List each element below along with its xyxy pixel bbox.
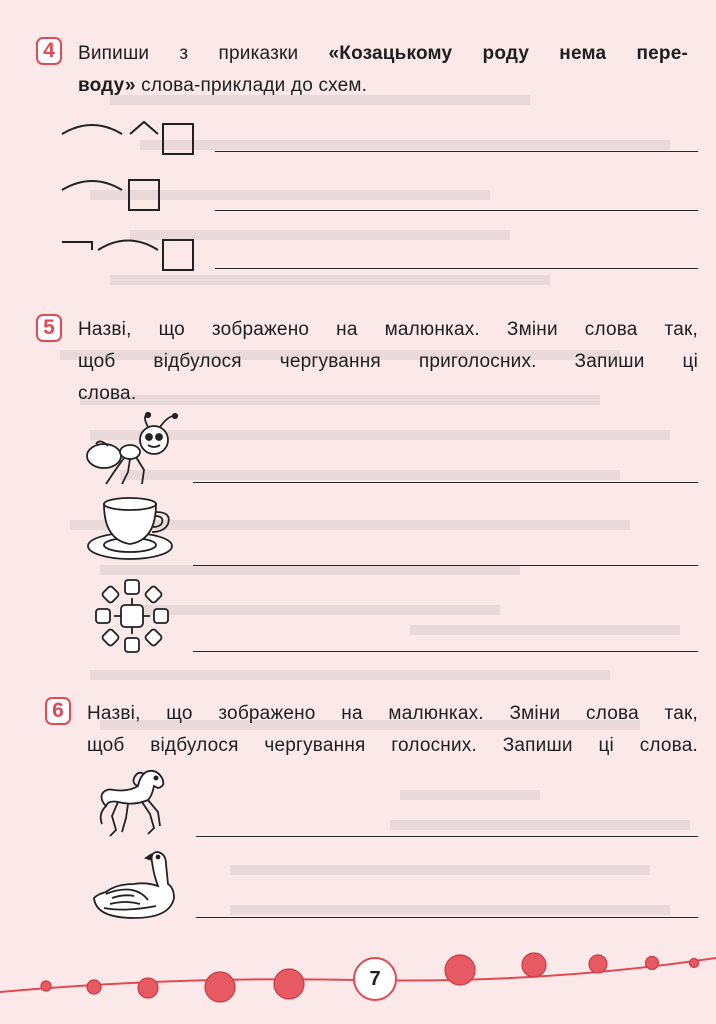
answer-line[interactable]	[215, 151, 698, 152]
answer-line[interactable]	[193, 482, 698, 483]
snowflake-icon	[92, 576, 172, 656]
task-4-line-1	[78, 38, 688, 70]
answer-line[interactable]	[215, 210, 698, 211]
task-5-line-2: щоб відбулося чергування приголосних. Запиши ці	[78, 351, 698, 372]
ant-icon	[82, 412, 184, 486]
task-number-badge	[45, 697, 71, 725]
task-number: 6	[52, 699, 64, 722]
answer-line[interactable]	[196, 917, 698, 918]
answer-line[interactable]	[215, 268, 698, 269]
task-number-badge	[36, 314, 62, 342]
task-4-instruction	[78, 38, 688, 102]
page-number	[353, 957, 397, 1001]
answer-line[interactable]	[193, 651, 698, 652]
task-number: 5	[43, 316, 55, 339]
task-6-line-1: Назві, що зображено на малюнках. Зміни слова так,	[87, 703, 698, 724]
task-6-instruction	[87, 698, 698, 762]
answer-line[interactable]	[196, 836, 698, 837]
instruction-text: слова-приклади до схем.	[135, 75, 368, 96]
word-scheme-root-root-suffix	[58, 118, 198, 160]
proverb-text: «Козацькому роду нема пере-	[328, 43, 688, 64]
swan-icon	[86, 846, 182, 922]
task-5-line-1: Назві, що зображено на малюнках. Зміни слова так,	[78, 319, 698, 340]
task-5-instruction	[78, 314, 698, 410]
instruction-text: Випиши з приказки	[78, 43, 329, 64]
proverb-text: воду»	[78, 75, 136, 96]
task-6-line-2: щоб відбулося чергування голосних. Запиши ці слова.	[87, 735, 698, 756]
task-number-badge	[36, 37, 62, 65]
horse-icon	[94, 766, 174, 840]
task-4-line-2	[78, 75, 367, 96]
task-5-line-3: слова.	[78, 383, 137, 404]
task-number: 4	[43, 39, 55, 62]
cup-icon	[86, 494, 182, 566]
word-scheme-prefix-root-suffix	[58, 232, 198, 274]
answer-line[interactable]	[193, 565, 698, 566]
word-scheme-root-suffix	[58, 174, 198, 216]
page-number-text: 7	[369, 967, 381, 990]
